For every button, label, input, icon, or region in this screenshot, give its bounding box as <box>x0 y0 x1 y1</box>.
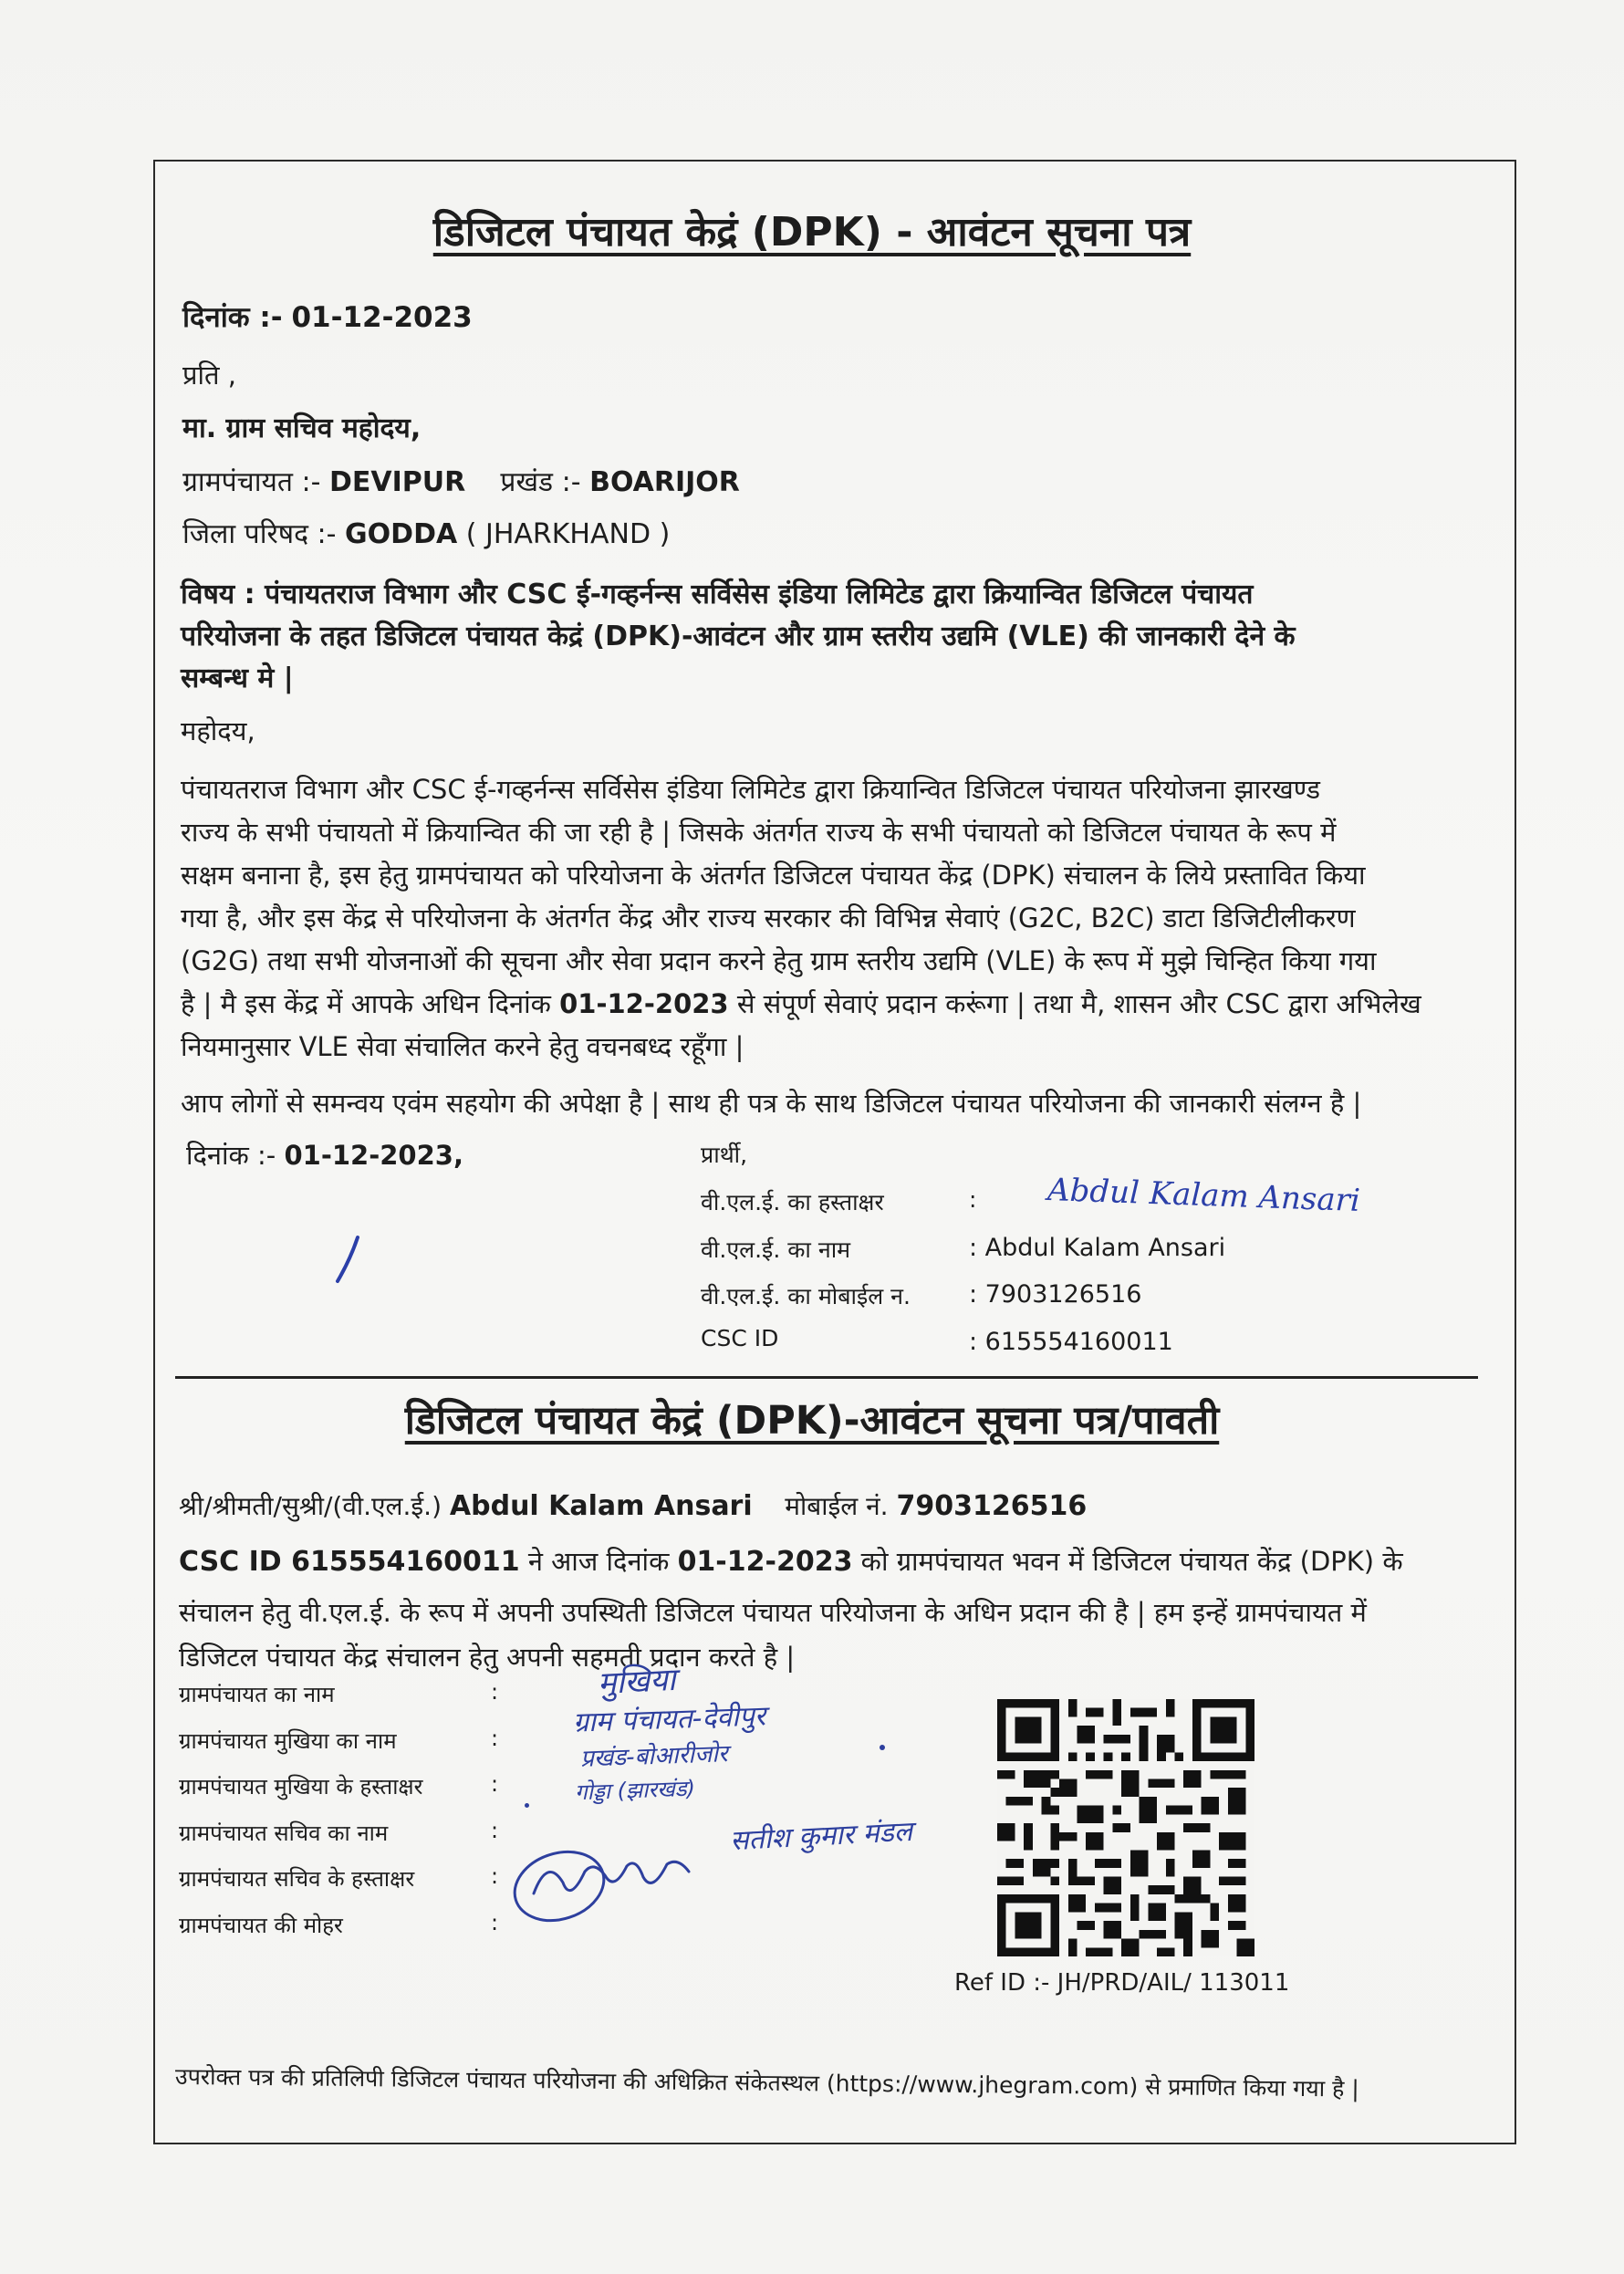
receipt-line-1 <box>179 1540 1403 1583</box>
mobile-value: 7903126516 <box>896 1490 1088 1522</box>
receipt-line-2: संचालन हेतु वी.एल.ई. के रूप में अपनी उपस्थिती डिजिटल पंचायत परियोजना के अधिन प्रदान की है | हम इन्हें ग्रामपंचायत में <box>179 1597 1367 1628</box>
subject-line-1: विषय : पंचायतराज विभाग और CSC ई-गव्हर्नन्स सर्विसेस इंडिया लिमिटेड द्वारा क्रियान्वित डिजिटल पंचायत <box>181 579 1254 610</box>
body-line-6c: से संपूर्ण सेवाएं प्रदान करूंगा | तथा मै, शासन और CSC द्वारा अभिलेख <box>728 988 1421 1019</box>
vle-mobile-value: : 7903126516 <box>969 1280 1142 1309</box>
stamp-mukhiya: मुखिया <box>597 1661 677 1703</box>
vle-mobile-label: वी.एल.ई. का मोबाईल न. <box>701 1283 911 1309</box>
footer-note: उपरोक्त पत्र की प्रतिलिपी डिजिटल पंचायत परियोजना की अधिक्रित संकेतस्थल (https://www.jhegram.com) से प्रमाणित किया गया है | <box>174 2063 1359 2102</box>
subject-line-2: परियोजना के तहत डिजिटल पंचायत केद्रं (DPK)-आवंटन और ग्राम स्तरीय उद्यमि (VLE) की जानकारी देने के <box>181 621 1296 652</box>
receipt-line-1b: ने आज दिनांक <box>519 1546 678 1577</box>
mukhiya-name-label: ग्रामपंचायत मुखिया का नाम <box>179 1728 397 1754</box>
body-line-2: राज्य के सभी पंचायतो में क्रियान्वित की जा रही है | जिसके अंतर्गत राज्य के सभी पंचायतो को डिजिटल पंचायत के रूप में <box>181 817 1337 848</box>
secretary-name-label: ग्रामपंचायत सचिव का नाम <box>179 1820 389 1846</box>
gp-name-colon: : <box>491 1679 499 1705</box>
addressee: मा. ग्राम सचिव महोदय, <box>182 412 422 444</box>
receipt-csc-id: CSC ID 615554160011 <box>179 1546 520 1578</box>
vle-signature: Abdul Kalam Ansari <box>1046 1172 1361 1219</box>
vle-sign-label: वी.एल.ई. का हस्ताक्षर <box>701 1189 884 1215</box>
seal-label: ग्रामपंचायत की मोहर <box>179 1913 343 1938</box>
block-value: BOARIJOR <box>589 466 740 498</box>
csc-id-value: : 615554160011 <box>969 1328 1173 1356</box>
mobile-label: मोबाईल नं. <box>785 1491 897 1521</box>
seal-colon: : <box>491 1910 499 1935</box>
gp-name-label: ग्रामपंचायत का नाम <box>179 1682 335 1707</box>
ref-id: Ref ID :- JH/PRD/AIL/ 113011 <box>954 1969 1290 1997</box>
body-line-6-date: 01-12-2023 <box>559 988 729 1019</box>
body-line-6a: है | मै इस केंद्र में आपके अधिन दिनांक <box>181 988 560 1019</box>
stamp-gram-panchayat: ग्राम पंचायत-देवीपुर <box>572 1700 766 1739</box>
secretary-name-colon: : <box>491 1818 499 1843</box>
gp-label: ग्रामपंचायत :- <box>182 466 321 498</box>
secretary-name-handwritten: सतीश कुमार मंडल <box>729 1815 913 1858</box>
body-line-8: आप लोगों से समन्वय एवंम सहयोग की अपेक्षा है | साथ ही पत्र के साथ डिजिटल पंचायत परियोजना की जानकारी संलग्न है | <box>181 1088 1362 1119</box>
vle-name-label: वी.एल.ई. का नाम <box>701 1236 851 1263</box>
receipt-date: 01-12-2023 <box>677 1546 853 1578</box>
ink-dot <box>880 1745 885 1750</box>
bottom-date-label: दिनांक :- <box>186 1140 276 1171</box>
pen-mark <box>330 1234 367 1288</box>
gp-block-line <box>182 461 740 504</box>
mukhiya-name-colon: : <box>491 1726 499 1751</box>
date-value: 01-12-2023 <box>291 301 473 334</box>
body-line-3: सक्षम बनाना है, इस हेतु ग्रामपंचायत को परियोजना के अंतर्गत डिजिटल पंचायत केंद्र (DPK) संचालन के लिये प्रस्तावित किया <box>181 860 1366 891</box>
mukhiya-sign-colon: : <box>491 1771 499 1797</box>
letter-date <box>182 297 473 339</box>
body-line-6 <box>181 983 1421 1026</box>
bottom-date <box>186 1134 463 1177</box>
secretary-signature <box>506 1839 716 1925</box>
district-value: GODDA <box>345 518 458 550</box>
qr-code <box>997 1699 1254 1956</box>
to-label: प्रति , <box>182 360 236 391</box>
secretary-sign-label: ग्रामपंचायत सचिव के हस्ताक्षर <box>179 1866 415 1892</box>
district-label: जिला परिषद :- <box>182 518 337 550</box>
salutation: महोदय, <box>181 715 255 746</box>
mukhiya-sign-label: ग्रामपंचायत मुखिया के हस्ताक्षर <box>179 1774 423 1799</box>
receipt-line-3: डिजिटल पंचायत केंद्र संचालन हेतु अपनी सहमती प्रदान करते है | <box>179 1642 796 1673</box>
gp-value: DEVIPUR <box>329 466 466 498</box>
section-divider <box>175 1376 1478 1379</box>
receipt-name-line <box>179 1485 1087 1528</box>
district-line <box>182 513 670 556</box>
letter-title: डिजिटल पंचायत केद्रं (DPK) - आवंटन सूचना पत्र <box>432 209 1192 256</box>
block-label: प्रखंड :- <box>500 466 581 498</box>
vle-name-value: : Abdul Kalam Ansari <box>969 1234 1226 1262</box>
name-value: Abdul Kalam Ansari <box>449 1490 753 1522</box>
applicant-label: प्रार्थी, <box>701 1142 748 1168</box>
receipt-line-1d: को ग्रामपंचायत भवन में डिजिटल पंचायत केंद्र (DPK) के <box>852 1546 1403 1577</box>
date-label: दिनांक :- <box>182 301 283 334</box>
body-line-1: पंचायतराज विभाग और CSC ई-गव्हर्नन्स सर्विसेस इंडिया लिमिटेड द्वारा क्रियान्वित डिजिटल पंचायत परियोजना झारखण्ड <box>181 774 1321 805</box>
stamp-district: गोड्डा (झारखंड) <box>574 1775 696 1806</box>
csc-id-label: CSC ID <box>701 1325 779 1351</box>
body-line-4: गया है, और इस केंद्र से परियोजना के अंतर्गत केंद्र और राज्य सरकार की विभिन्न सेवाएं (G2C, B2C) डाटा डिजिटीलीकरण <box>181 902 1356 934</box>
receipt-title: डिजिटल पंचायत केद्रं (DPK)-आवंटन सूचना पत्र/पावती <box>404 1398 1220 1444</box>
vle-sign-colon: : <box>969 1186 977 1213</box>
ink-dot <box>525 1803 529 1808</box>
bottom-date-value: 01-12-2023, <box>284 1140 463 1171</box>
stamp-block: प्रखंड-बोआरीजोर <box>579 1740 729 1773</box>
name-prefix: श्री/श्रीमती/सुश्री/(वी.एल.ई.) <box>179 1491 450 1521</box>
body-line-7: नियमानुसार VLE सेवा संचालित करने हेतु वचनबध्द रहूँगा | <box>181 1031 744 1062</box>
secretary-sign-colon: : <box>491 1863 499 1889</box>
body-line-5: (G2G) तथा सभी योजनाओं की सूचना और सेवा प्रदान करने हेतु ग्राम स्तरीय उद्यमि (VLE) के रूप में मुझे चिन्हित किया गया <box>181 945 1377 976</box>
state-value: ( JHARKHAND ) <box>465 518 671 550</box>
subject-line-3: सम्बन्ध मे | <box>181 662 294 694</box>
